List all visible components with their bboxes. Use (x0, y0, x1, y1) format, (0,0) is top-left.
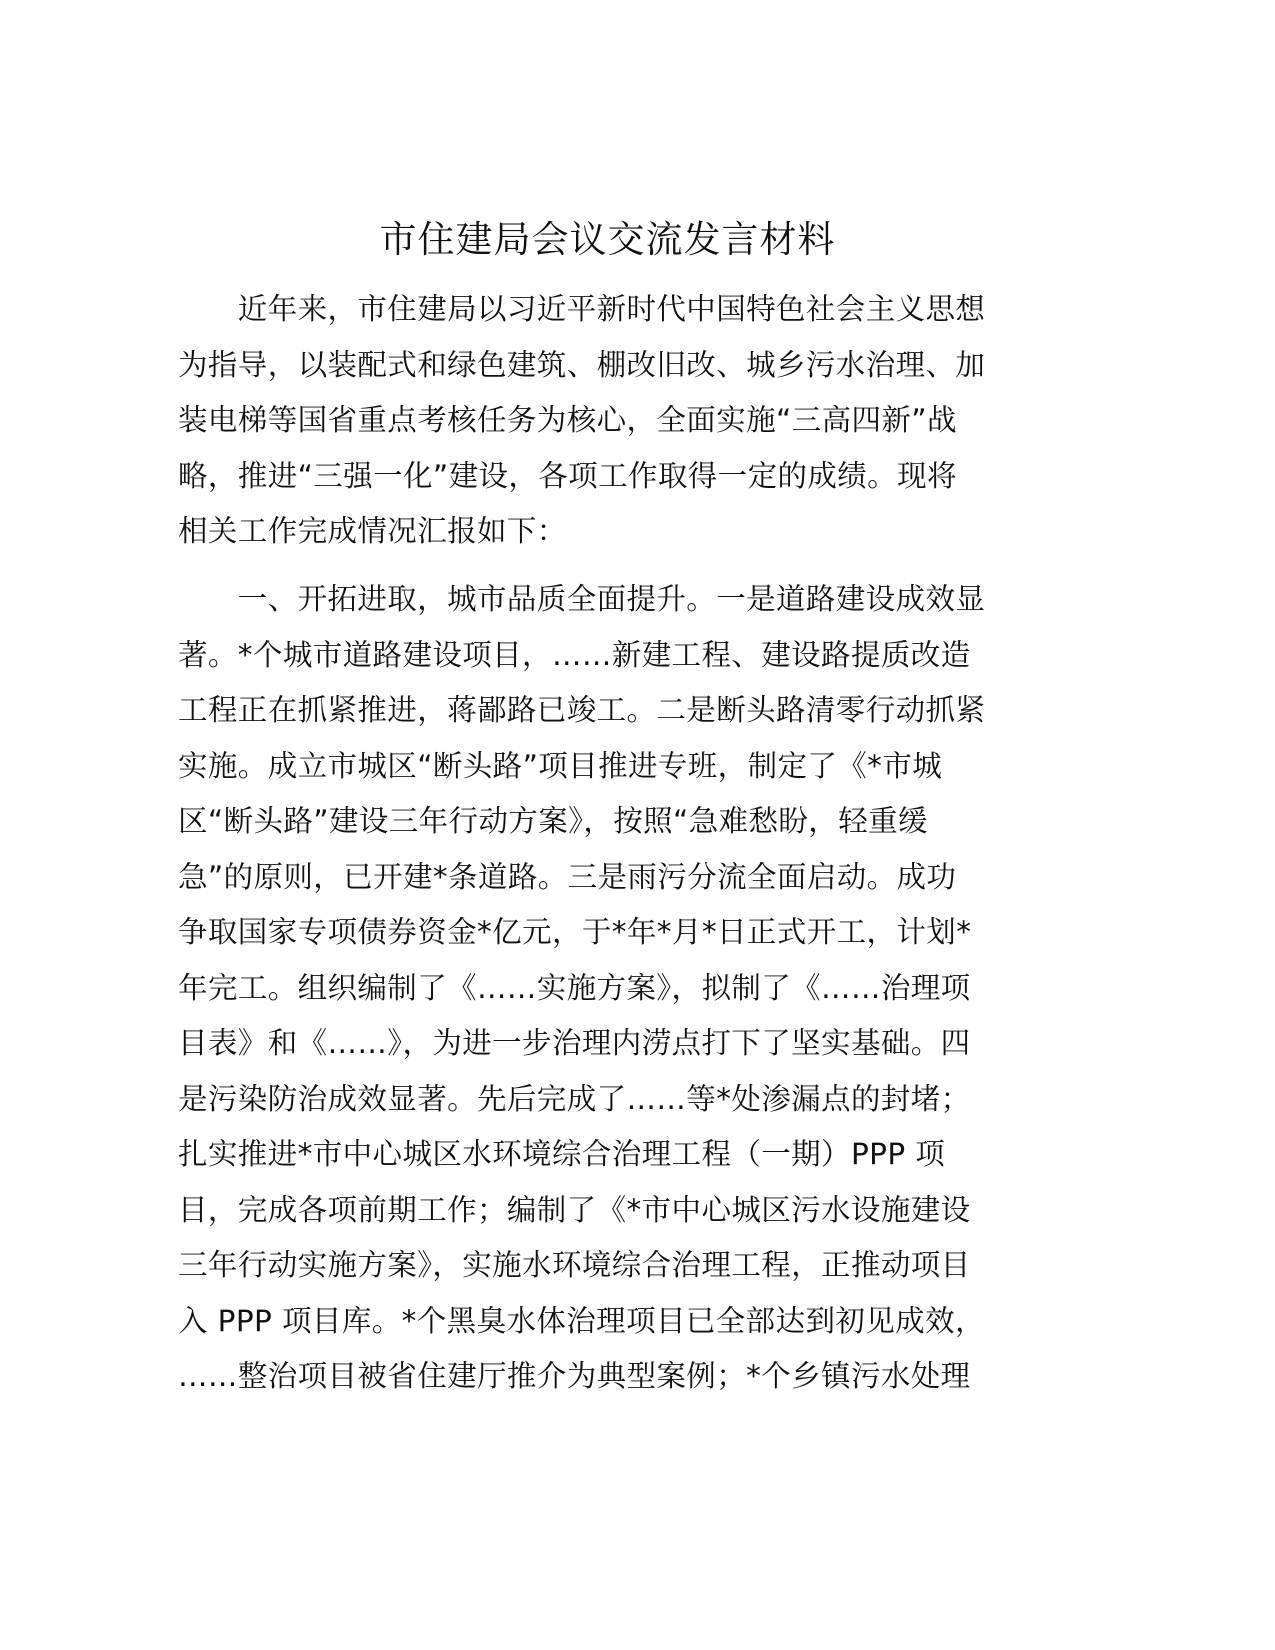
text-line: 著。*个城市道路建设项目，……新建工程、建设路提质改造 (178, 637, 971, 672)
text-line: 是污染防治成效显著。先后完成了……等*处渗漏点的封堵； (178, 1081, 971, 1116)
text-line: 三年行动实施方案》，实施水环境综合治理工程，正推动项目 (178, 1248, 971, 1282)
text-line: 急”的原则，已开建*条道路。三是雨污分流全面启动。成功 (178, 859, 957, 894)
paragraph-section-one (178, 572, 1038, 1405)
text-line: 相关工作完成情况汇报如下： (178, 514, 567, 548)
text-line: 装电梯等国省重点考核任务为核心，全面实施“三高四新”战 (178, 403, 957, 437)
text-line: 近年来，市住建局以习近平新时代中国特色社会主义思想 (178, 292, 986, 326)
text-line: 扎实推进*市中心城区水环境综合治理工程（一期）PPP 项 (178, 1137, 946, 1171)
text-line: 略，推进“三强一化”建设，各项工作取得一定的成绩。现将 (178, 458, 957, 493)
text-line: 一、开拓进取，城市品质全面提升。一是道路建设成效显 (178, 582, 986, 616)
text-line: 目，完成各项前期工作；编制了《*市中心城区污水设施建设 (178, 1192, 971, 1227)
text-line: 年完工。组织编制了《……实施方案》，拟制了《……治理项 (178, 970, 971, 1005)
paragraph-intro (178, 282, 1038, 560)
text-line: 争取国家专项债券资金*亿元，于*年*月*日正式开工，计划* (178, 915, 972, 949)
document-title: 市住建局会议交流发言材料 (379, 218, 836, 261)
text-line: 为指导，以装配式和绿色建筑、棚改旧改、城乡污水治理、加 (178, 347, 986, 382)
text-line: 目表》和《……》，为进一步治理内涝点打下了坚实基础。四 (178, 1026, 971, 1060)
text-line: 区“断头路”建设三年行动方案》，按照“急难愁盼，轻重缓 (178, 804, 928, 838)
text-line: 入 PPP 项目库。*个黑臭水体治理项目已全部达到初见成效， (178, 1303, 985, 1338)
text-line: ……整治项目被省住建厅推介为典型案例；*个乡镇污水处理 (178, 1359, 971, 1393)
text-line: 实施。成立市城区“断头路”项目推进专班，制定了《*市城 (178, 748, 943, 783)
text-line: 工程正在抓紧推进，蒋鄙路已竣工。二是断头路清零行动抓紧 (178, 693, 986, 727)
